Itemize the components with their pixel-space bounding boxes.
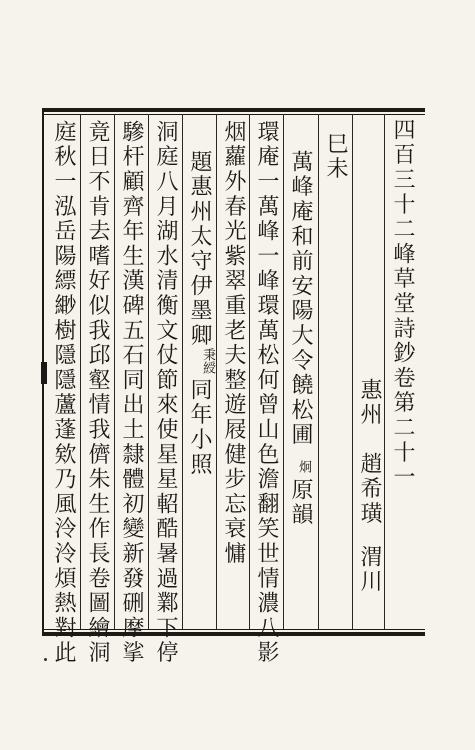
poem-title-tail: 原韻 bbox=[288, 478, 313, 528]
poem-line: 驂杆顧齊年生漢碑五石同出土隸體初變新發硎摩挲 bbox=[119, 120, 144, 666]
column-rule bbox=[283, 114, 284, 629]
author-courtesy-name: 渭川 bbox=[357, 545, 382, 595]
frame-inner-top-rule bbox=[42, 114, 425, 115]
column-rule bbox=[352, 114, 353, 629]
year-heading: 巳未 bbox=[323, 132, 348, 182]
poem-line: 庭秋一泓岳陽縹緲樹隱隱蘆蓬欸乃風泠泠煩熱對此 bbox=[51, 120, 76, 666]
poem-title: 萬峰庵和前安陽大令饒松圃 bbox=[288, 150, 313, 448]
column-rule bbox=[182, 114, 183, 629]
volume-title: 四百三十二峰草堂詩鈔卷第二十一 bbox=[390, 118, 415, 490]
fold-mark bbox=[41, 362, 47, 384]
column-rule bbox=[80, 114, 81, 629]
poem-title: 題惠州太守伊墨卿 bbox=[187, 150, 212, 349]
column-rule bbox=[318, 114, 319, 629]
column-rule bbox=[216, 114, 217, 629]
poem-title-tail: 同年小照 bbox=[187, 378, 212, 478]
column-rule bbox=[148, 114, 149, 629]
author-region: 惠州 bbox=[357, 378, 382, 428]
poem-title-note: 秉綬 bbox=[200, 348, 215, 374]
poem-title-note: 炯 bbox=[296, 460, 311, 473]
ink-speck bbox=[44, 658, 47, 661]
poem-line: 洞庭八月湖水清衡文仗節來使星星軺酷暑過鄴下停 bbox=[153, 120, 178, 666]
column-rule bbox=[114, 114, 115, 629]
author-name: 趙希璜 bbox=[357, 452, 382, 527]
column-rule bbox=[249, 114, 250, 629]
poem-line: 烟蘿外春光紫翠重老夫整遊屐健步忘衰慵 bbox=[221, 120, 246, 567]
poem-line: 竟日不肯去嗜好似我邱壑情我儕朱生作長卷圖繪洞 bbox=[85, 120, 110, 666]
column-rule bbox=[384, 114, 385, 629]
poem-line: 環庵一萬峰一峰環萬松何曾山色澹翻笑世情濃八影 bbox=[254, 120, 279, 666]
